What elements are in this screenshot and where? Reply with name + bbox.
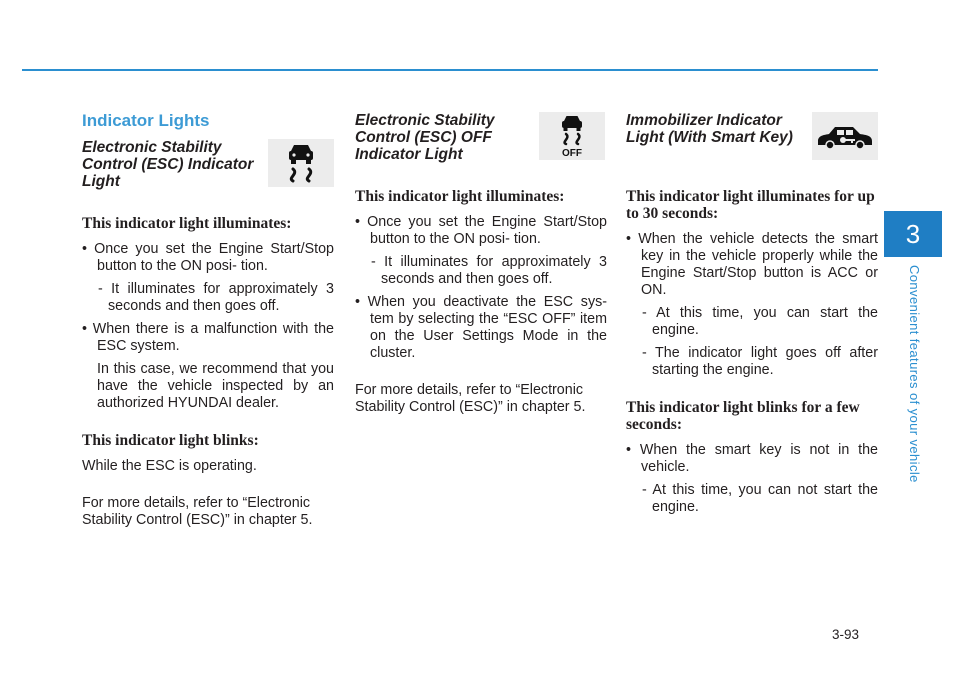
chapter-title: Convenient features of your vehicle [907, 265, 922, 483]
column-immobilizer [626, 108, 878, 522]
immobilizer-dash-start: - At this time, you can start the engine. [642, 305, 878, 338]
esc-dealer-note: In this case, we recommend that you have the vehicle inspected by an authorized HYUNDAI dealer. [97, 361, 334, 411]
esc-car-skid-icon [279, 141, 323, 185]
esc-off-icon-label: OFF [562, 148, 582, 159]
esc-reference: For more details, refer to “Electronic Stability Control (ESC)” in chapter 5. [82, 495, 313, 528]
immobilizer-heading: Immobilizer Indicator Light (With Smart Key) [626, 112, 793, 146]
immobilizer-heading-block [626, 112, 878, 174]
esc-off-icon [550, 113, 594, 159]
esc-blinks-text: While the ESC is operating. [82, 458, 257, 474]
esc-bullet-on: • Once you set the Engine Start/Stop button to the ON posi- tion. [82, 241, 334, 274]
top-rule [22, 69, 878, 71]
immobilizer-dash-off: - The indicator light goes off after starting the engine. [642, 345, 878, 378]
esc-off-reference: For more details, refer to “Electronic Stability Control (ESC)” in chapter 5. [355, 382, 586, 415]
immobilizer-bullet-no-key: • When the smart key is not in the vehicle. [626, 442, 878, 475]
column-esc-off [355, 108, 607, 422]
immobilizer-blinks-heading: This indicator light blinks for a few seconds: [626, 399, 860, 433]
esc-heading: Electronic Stability Control (ESC) Indicator Light [82, 139, 254, 190]
esc-off-illuminates-heading: This indicator light illuminates: [355, 188, 565, 205]
esc-off-heading-block [355, 112, 607, 174]
immobilizer-indicator-icon [812, 112, 878, 160]
page-number: 3-93 [832, 627, 860, 642]
esc-indicator-icon [268, 139, 334, 187]
immobilizer-bullet-detects: • When the vehicle detects the smart key in the vehicle properly while the Engine Start/Stop button is ACC or ON. [626, 231, 878, 298]
esc-off-heading: Electronic Stability Control (ESC) OFF Indicator Light [355, 112, 495, 163]
chapter-tab [884, 211, 942, 257]
esc-off-indicator-icon [539, 112, 605, 160]
esc-dash-3sec: - It illuminates for approximately 3 seconds and then goes off. [98, 281, 334, 314]
column-esc [82, 108, 334, 535]
esc-bullet-malfunction: • When there is a malfunction with the ESC system. [82, 321, 334, 354]
chapter-number: 3 [905, 218, 921, 249]
esc-off-bullet-on: • Once you set the Engine Start/Stop button to the ON posi- tion. [355, 214, 607, 247]
esc-heading-block [82, 139, 334, 201]
immobilizer-dash-cannot: - At this time, you can not start the engine. [642, 482, 878, 515]
esc-blinks-heading: This indicator light blinks: [82, 432, 259, 449]
section-title: Indicator Lights [82, 111, 210, 130]
esc-off-bullet-deactivate: • When you deactivate the ESC sys- tem by selecting the “ESC OFF” item on the User Settings Mode in the cluster. [355, 294, 607, 361]
esc-off-dash-3sec: - It illuminates for approximately 3 seconds and then goes off. [371, 254, 607, 287]
car-key-icon [815, 121, 875, 151]
immobilizer-illuminates-heading: This indicator light illuminates for up to 30 seconds: [626, 188, 875, 222]
esc-illuminates-heading: This indicator light illuminates: [82, 215, 292, 232]
